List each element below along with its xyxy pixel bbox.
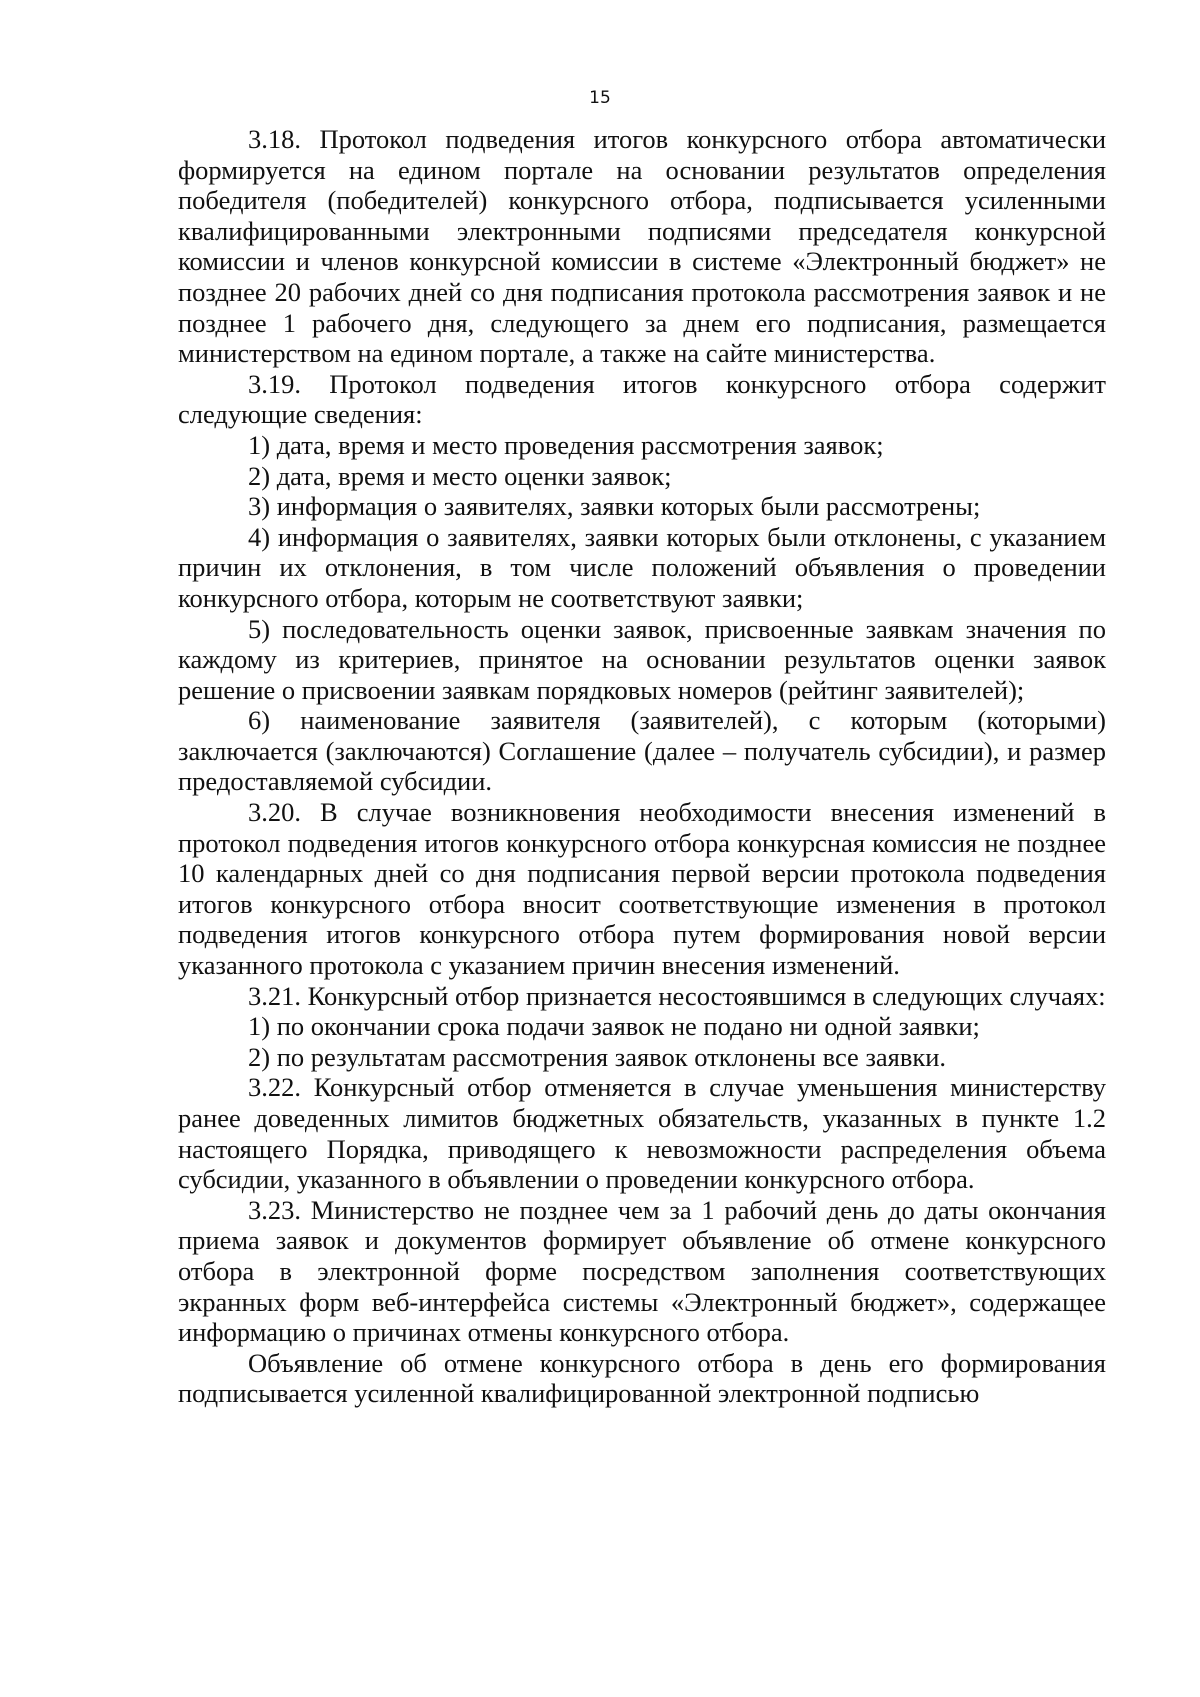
page-number: 15 — [589, 88, 611, 108]
paragraph-3-19: 3.19. Протокол подведения итогов конкурсного отбора содержит следующие сведения: — [178, 368, 1106, 430]
list-item-3-19-2: 2) дата, время и место оценки заявок; — [248, 460, 672, 491]
document-body — [178, 124, 1106, 1409]
list-item-3-21-2: 2) по результатам рассмотрения заявок отклонены все заявки. — [248, 1041, 947, 1072]
paragraph-3-23: 3.23. Министерство не позднее чем за 1 рабочий день до даты окончания приема заявок и документов формирует объявление об отмене конкурсного отбора в электронной форме посредством заполнения соответствующих экранных форм веб-интерфейса системы «Электронный бюджет», содержащее информацию о причинах отмены конкурсного отбора. — [178, 1194, 1106, 1348]
list-item-3-21-1: 1) по окончании срока подачи заявок не подано ни одной заявки; — [248, 1011, 980, 1042]
list-item-3-19-1: 1) дата, время и место проведения рассмотрения заявок; — [248, 429, 884, 460]
list-item-3-19-4: 4) информация о заявителях, заявки которых были отклонены, с указанием причин их отклонения, в том числе положений объявления о проведении конкурсного отбора, которым не соответствуют заявки; — [178, 521, 1106, 613]
list-item-3-19-6: 6) наименование заявителя (заявителей), с которым (которыми) заключается (заключаются) Соглашение (далее – получатель субсидии), и размер предоставляемой субсидии. — [178, 705, 1106, 797]
list-item-3-19-5: 5) последовательность оценки заявок, присвоенные заявкам значения по каждому из критериев, принятое на основании результатов оценки заявок решение о присвоении заявкам порядковых номеров (рейтинг заявителей); — [178, 613, 1106, 705]
paragraph-announcement: Объявление об отмене конкурсного отбора в день его формирования подписывается усиленной квалифицированной электронной подписью — [178, 1347, 1106, 1409]
paragraph-3-22: 3.22. Конкурсный отбор отменяется в случае уменьшения министерству ранее доведенных лимитов бюджетных обязательств, указанных в пункте 1.2 настоящего Порядка, приводящего к невозможности распределения объема субсидии, указанного в объявлении о проведении конкурсного отбора. — [178, 1072, 1106, 1195]
list-item-3-19-3: 3) информация о заявителях, заявки которых были рассмотрены; — [248, 491, 981, 522]
paragraph-3-21: 3.21. Конкурсный отбор признается несостоявшимся в следующих случаях: — [248, 980, 1106, 1011]
paragraph-3-20: 3.20. В случае возникновения необходимости внесения изменений в протокол подведения итогов конкурсного отбора конкурсная комиссия не позднее 10 календарных дней со дня подписания первой версии протокола подведения итогов конкурсного отбора вносит соответствующие изменения в протокол подведения итогов конкурсного отбора путем формирования новой версии указанного протокола с указанием причин внесения изменений. — [178, 797, 1106, 981]
paragraph-3-18: 3.18. Протокол подведения итогов конкурсного отбора автоматически формируется на едином портале на основании результатов определения победителя (победителей) конкурсного отбора, подписывается усиленными квалифицированными электронными подписями председателя конкурсной комиссии и членов конкурсной комиссии в системе «Электронный бюджет» не позднее 20 рабочих дней со дня подписания протокола рассмотрения заявок и не позднее 1 рабочего дня, следующего за днем его подписания, размещается министерством на едином портале, а также на сайте министерства. — [178, 124, 1106, 369]
